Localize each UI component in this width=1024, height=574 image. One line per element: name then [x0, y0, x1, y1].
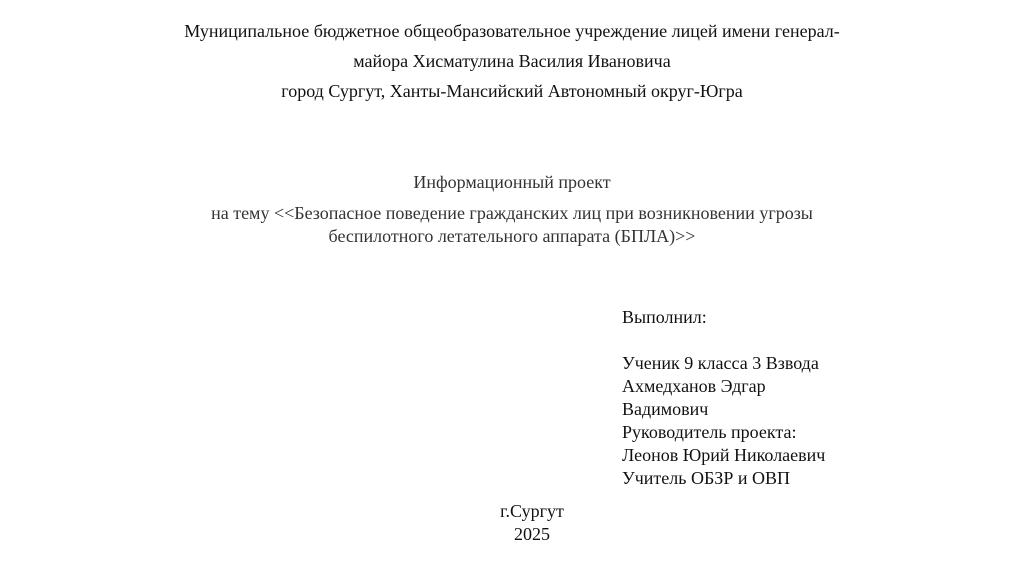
project-topic-line-1: на тему <<Безопасное поведение гражданских лиц при возникновении угрозы — [211, 203, 813, 223]
supervisor-role: Учитель ОБЗР и ОВП — [622, 468, 790, 488]
footer-city: г.Сургут — [500, 501, 564, 521]
project-topic-line-2: беспилотного летательного аппарата (БПЛА)>> — [328, 226, 696, 246]
author-block — [622, 306, 825, 490]
supervisor-name: Леонов Юрий Николаевич — [622, 445, 826, 465]
project-topic — [0, 202, 1024, 248]
supervisor-label: Руководитель проекта: — [622, 422, 797, 442]
institution-line-3: город Сургут, Ханты-Мансийский Автономный округ-Югра — [281, 81, 743, 101]
student-line-1: Ученик 9 класса 3 Взвода — [622, 353, 819, 373]
institution-line-2: майора Хисматулина Василия Ивановича — [353, 51, 671, 71]
author-label: Выполнил: — [622, 307, 707, 327]
project-title: Информационный проект — [413, 172, 611, 192]
institution-line-1: Муниципальное бюджетное общеобразовательное учреждение лицей имени генерал- — [184, 21, 840, 41]
footer-year: 2025 — [514, 524, 550, 544]
institution-header — [0, 16, 1024, 106]
footer-block — [0, 500, 1024, 546]
student-line-3: Вадимович — [622, 399, 709, 419]
student-line-2: Ахмедханов Эдгар — [622, 376, 766, 396]
